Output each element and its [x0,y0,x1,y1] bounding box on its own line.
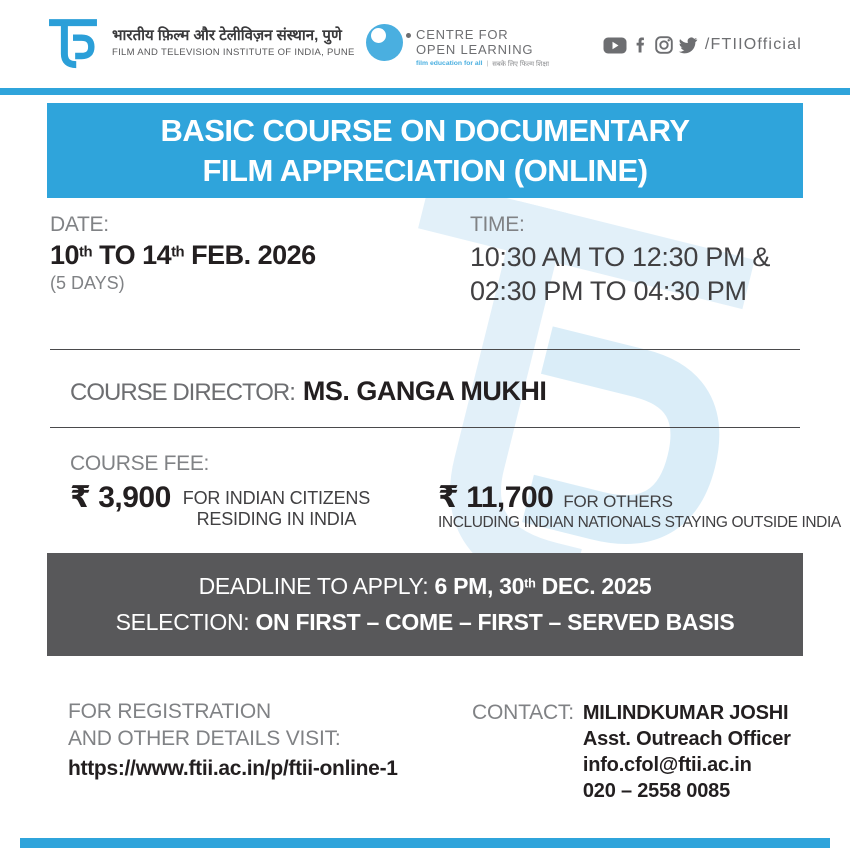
course-fee-label: COURSE FEE: [70,452,210,475]
contact-email[interactable]: info.cfol@ftii.ac.in [582,754,752,776]
contact-title: Asst. Outreach Officer [582,728,791,750]
duration: (5 DAYS) [50,273,125,293]
contact-phone: 020 – 2558 0085 [582,780,730,802]
col-tagline [416,59,549,68]
fee-others-desc1: FOR OTHERS [563,492,673,511]
registration-url[interactable]: https://www.ftii.ac.in/p/ftii-online-1 [68,757,398,780]
registration-line2: AND OTHER DETAILS VISIT: [68,727,341,750]
instagram-icon[interactable] [655,36,673,54]
date-label: DATE: [50,213,109,236]
divider-line-1 [50,349,800,350]
ftii-name [112,26,355,59]
col-tagline-english: film education for all [416,60,483,67]
registration-line1: FOR REGISTRATION [68,700,271,723]
centre-open-learning-brand [366,24,549,68]
col-name [416,24,549,68]
time-value-line1: 10:30 AM TO 12:30 PM & [470,242,771,272]
date-value: 10th TO 14th FEB. 2026 [50,240,316,270]
facebook-icon[interactable] [632,36,650,54]
fee-indian-desc: FOR INDIAN CITIZENS RESIDING IN INDIA [182,488,371,529]
contact-section [472,700,791,804]
fee-others [438,482,841,532]
ftii-brand [46,14,355,70]
top-divider-bar [0,88,850,95]
course-title-line1: BASIC COURSE ON DOCUMENTARY [160,112,690,148]
course-director-label: COURSE DIRECTOR: [70,379,295,406]
selection-line: SELECTION: ON FIRST – COME – FIRST – SERVED BASIS [115,609,735,635]
time-section [470,213,770,308]
fee-others-amount: ₹ 11,700 [438,481,554,514]
ftii-name-hindi: भारतीय फ़िल्म और टेलीविज़न संस्थान, पुणे [112,26,342,44]
fee-indian-citizens [70,482,370,530]
bottom-divider-bar [20,838,830,848]
col-logo-icon [366,24,406,64]
col-name-line1: CENTRE FOR [416,27,509,42]
registration-section [68,698,398,781]
contact-name: MILINDKUMAR JOSHI [582,702,789,724]
ftii-logo-icon [46,14,100,70]
divider-line-2 [50,427,800,428]
contact-label: CONTACT: [472,701,574,724]
deadline-band [47,553,803,656]
fee-indian-amount: ₹ 3,900 [70,481,171,514]
course-title-banner [47,103,803,198]
twitter-icon[interactable] [678,37,698,54]
social-handle[interactable]: /FTIIOfficial [704,36,802,53]
fee-others-desc2: INCLUDING INDIAN NATIONALS STAYING OUTSIDE INDIA [438,514,841,531]
time-label: TIME: [470,213,525,236]
ftii-name-english: FILM AND TELEVISION INSTITUTE OF INDIA, PUNE [112,46,355,58]
social-links [603,36,802,54]
deadline-line: DEADLINE TO APPLY: 6 PM, 30th DEC. 2025 [198,573,652,599]
date-section [50,213,316,294]
youtube-icon[interactable] [603,37,627,54]
course-title-line2: FILM APPRECIATION (ONLINE) [202,152,648,188]
course-director-name: MS. GANGA MUKHI [302,376,547,406]
col-tagline-separator: | [486,60,489,67]
header [0,0,850,88]
course-director-section [70,376,546,407]
col-tagline-hindi: सबके लिए फिल्म शिक्षा [492,61,549,68]
time-value-line2: 02:30 PM TO 04:30 PM [470,276,747,306]
col-name-line2: OPEN LEARNING [416,41,534,57]
